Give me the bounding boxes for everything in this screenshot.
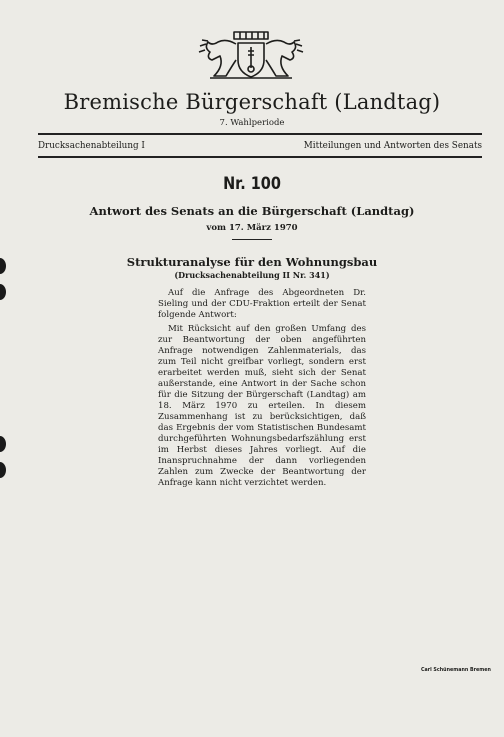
printer-imprint: Carl Schünemann Bremen	[421, 668, 491, 673]
header-rule-bottom	[38, 156, 482, 158]
document-headline: Antwort des Senats an die Bürgerschaft (Landtag)	[89, 204, 415, 218]
punch-hole	[0, 436, 6, 452]
department-left: Drucksachenabteilung I	[38, 141, 145, 151]
document-date: vom 17. März 1970	[206, 223, 298, 233]
document-reference: (Drucksachenabteilung II Nr. 341)	[174, 270, 330, 280]
parliament-name: Bremische Bürgerschaft (Landtag)	[63, 90, 441, 114]
document-number: Nr. 100	[223, 174, 281, 194]
legislative-period: 7. Wahlperiode	[219, 118, 285, 128]
body-text	[158, 288, 366, 492]
body-paragraph: Auf die Anfrage des Abgeordneten Dr. Sieling und der CDU-Fraktion erteilt der Senat folgende Antwort:	[158, 288, 366, 320]
separator-rule	[232, 239, 272, 240]
document-subject: Strukturanalyse für den Wohnungsbau	[126, 255, 378, 269]
body-paragraph: Mit Rücksicht auf den großen Umfang des zur Beantwortung der oben angeführten Anfrage notwendigen Zahlenmaterials, das zum Teil nicht greifbar vorliegt, sondern erst erarbeitet werden muß, sieht sich der Senat außerstande, eine Antwort in der Sache schon für die Sitzung der Bürgerschaft (Landtag) am 18. März 1970 zu erteilen. In diesem Zusammenhang ist zu berücksichtigen, daß das Ergebnis der vom Statistischen Bundesamt durchgeführten Wohnungsbedarfszählung erst im Herbst dieses Jahres vorliegt. Auf die Inanspruchnahme der dann vorliegenden Zahlen zum Zwecke der Beantwortung der Anfrage kann nicht verzichtet werden.	[158, 324, 366, 488]
header-rule-top	[38, 133, 482, 135]
punch-hole	[0, 462, 6, 478]
department-right: Mitteilungen und Antworten des Senats	[303, 141, 482, 151]
bremen-coat-of-arms-icon	[196, 30, 306, 82]
punch-hole	[0, 284, 6, 300]
